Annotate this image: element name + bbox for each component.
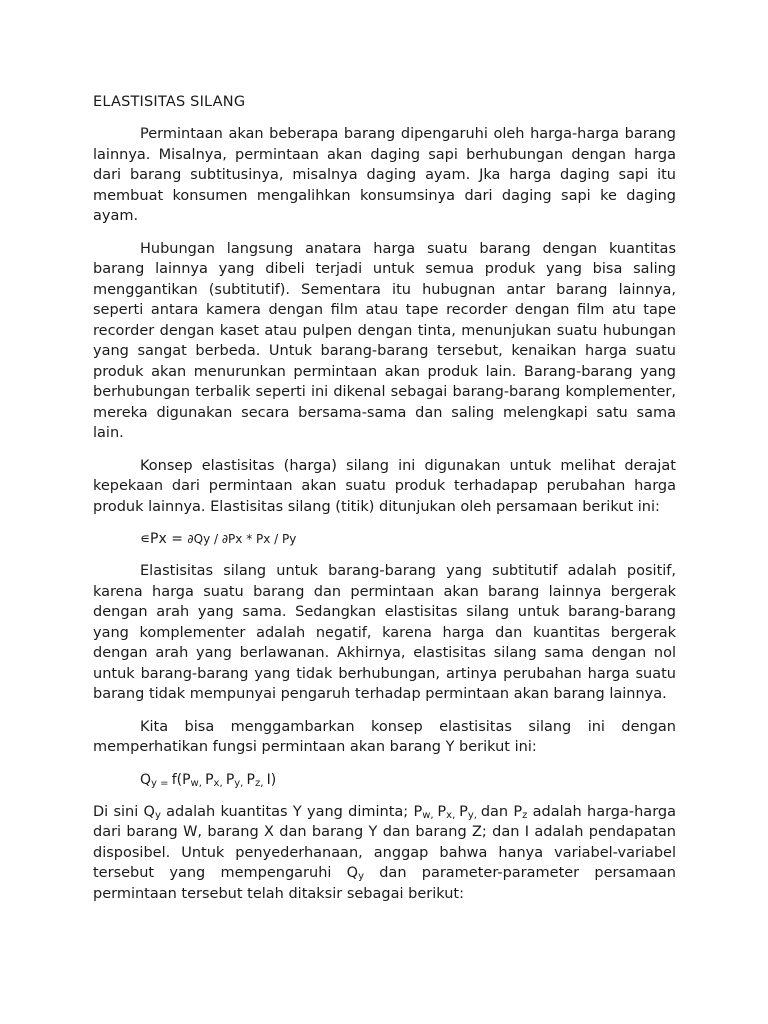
p6-b: adalah kuantitas Y yang diminta; P [160, 803, 423, 820]
p6-a: Di sini Q [93, 803, 155, 820]
p6-f: adalah harga-harga dari barang W, barang X dan barang Y dan barang Z; dan I adalah pendapatan disposibel. Untuk penyederhanaan, anggap bahwa hanya variabel-variabel tersebut yang mempengaruhi Q [93, 803, 676, 881]
document-title: ELASTISITAS SILANG [93, 94, 246, 110]
p6-g: dan parameter-parameter persamaan permintaan tersebut telah ditaksir sebagai berikut: [93, 865, 676, 902]
formula2-tail: I) [266, 771, 277, 788]
paragraph-6 [93, 802, 676, 905]
formula2-x-sub: x, [213, 777, 226, 789]
p6-a-sub: y [154, 809, 161, 821]
paragraph-2: Hubungan langsung anatara harga suatu barang dengan kuantitas barang lainnya yang dibeli terjadi untuk semua produk yang bisa saling menggantikan (subtitutif). Sementara itu hubugnan antar barang lainnya, seperti antara kamera dengan film atau tape recorder dengan film atu tape recorder dengan kaset atau pulpen dengan tinta, menunjukan suatu hubungan yang sangat berbeda. Untuk barang-barang tersebut, kenaikan harga suatu produk akan menurunkan permintaan akan produk lain. Barang-barang yang berhubungan terbalik seperti ini dikenal sebagai barang-barang komplementer, mereka digunakan secara bersama-sama dan saling melengkapi satu sama lain. [93, 240, 676, 441]
formula2-y-sub: y, [234, 777, 247, 789]
formula2-f-open: f(P [171, 771, 191, 788]
p6-e: dan P [480, 803, 523, 820]
paragraph-4: Elastisitas silang untuk barang-barang yang subtitutif adalah positif, karena harga suatu barang dan permintaan akan barang lainnya bergerak dengan arah yang sama. Sedangkan elastisitas silang untuk barang-barang yang komplementer adalah negatif, karena harga dan kuantitas bergerak dengan arah yang berlawanan. Akhirnya, elastisitas silang sama dengan nol untuk barang-barang yang tidak berhubungan, artinya perubahan harga suatu barang tidak mempunyai pengaruh terhadap permintaan akan barang lainnya. [93, 563, 676, 702]
formula2-pz: P [246, 771, 255, 788]
p6-f-sub: y [358, 871, 364, 882]
p6-c: P [437, 803, 447, 820]
paragraph-1: Permintaan akan beberapa barang dipengaruhi oleh harga-harga barang lainnya. Misalnya, permintaan akan daging sapi berhubungan dengan harga dari barang subtitusinya, misalnya daging ayam. Jka harga daging sapi itu membuat konsumen mengalihkan konsumsinya dari daging sapi ke daging ayam. [93, 126, 676, 224]
p6-d: P [459, 803, 468, 820]
formula-lhs: ∊Px = [140, 531, 188, 547]
p6-b-sub: w, [422, 809, 438, 821]
formula2-q-sub: y = [151, 777, 172, 789]
formula2-z-sub: z, [255, 777, 267, 789]
document-body [93, 92, 676, 904]
formula2-py: P [225, 771, 235, 788]
formula2-q: Q [140, 771, 152, 788]
p6-c-sub: x, [446, 809, 460, 821]
paragraph-5: Kita bisa menggambarkan konsep elastisitas silang ini dengan memperhatikan fungsi permintaan akan barang Y berikut ini: [93, 718, 676, 755]
cross-elasticity-formula [140, 529, 676, 549]
demand-function-formula [140, 770, 676, 790]
p6-e-sub: z [522, 809, 528, 821]
p6-d-sub: y, [467, 809, 481, 821]
formula2-w-sub: w, [190, 777, 206, 789]
paragraph-3: Konsep elastisitas (harga) silang ini digunakan untuk melihat derajat kepekaan dari permintaan akan suatu produk terhadapap perubahan harga produk lainnya. Elastisitas silang (titik) ditunjukan oleh persamaan berikut ini: [93, 457, 676, 515]
formula2-px: P [205, 771, 214, 788]
formula-rhs: ∂Qy / ∂Px * Px / Py [187, 532, 297, 546]
